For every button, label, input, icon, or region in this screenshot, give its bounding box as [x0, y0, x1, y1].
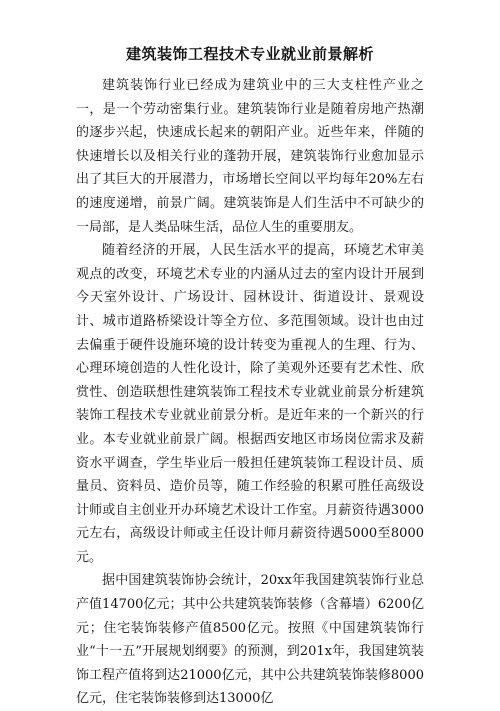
paragraph-industry-overview: 建筑装饰行业已经成为建筑业中的三大支柱性产业之一，是一个劳动密集行业。建筑装饰行业是随着房地产热潮的逐步兴起，快速成长起来的朝阳产业。近些年来，伴随的快速增长以及相关行业的蓬勃开展，建筑装饰行业愈加显示出了其巨大的开展潜力，市场增长空间以平均每年20%左右的速度递增，前景广阔。建筑装饰是人们生活中不可缺少的一局部，是人类品味生活，品位人生的重要朋友。 [76, 78, 424, 235]
document-title: 建筑装饰工程技术专业就业前景解析 [125, 45, 374, 63]
paragraph-career-prospects: 随着经济的开展，人民生活水平的提高，环境艺术审美观点的改变，环境艺术专业的内涵从过去的室内设计开展到今天室外设计、广场设计、园林设计、街道设计、景观设计、城市道路桥梁设计等全方位、多范围领域。设计也由过去偏重于硬件设施环境的设计转变为重视人的生理、行为、心理环境创造的人性化设计，除了美观外还要有艺术性、欣赏性、创造联想性建筑装饰工程技术专业就业前景分析建筑装饰工程技术专业就业前景分析。是近年来的一个新兴的行业。本专业就业前景广阔。根据西安地区市场岗位需求及薪资水平调查，学生毕业后一般担任建筑装饰工程设计员、质量员、资料员、造价员等，随工作经验的积累可胜任高级设计师或自主创业开办环境艺术设计工作室。月薪资待遇3000元左右，高级设计师或主任设计师月薪资待遇5000至8000元。 [76, 243, 424, 565]
paragraph-industry-statistics: 据中国建筑装饰协会统计，20xx年我国建筑装饰行业总产值14700亿元；其中公共建筑装饰装修（含幕墙）6200亿元；住宅装饰装修产值8500亿元。按照《中国建筑装饰行业“十一五”开展规划纲要》的预测，到201x年，我国建筑装饰工程产值将到达21000亿元，其中公共建筑装饰装修8000亿元，住宅装饰装修到达13000亿 [76, 573, 424, 707]
